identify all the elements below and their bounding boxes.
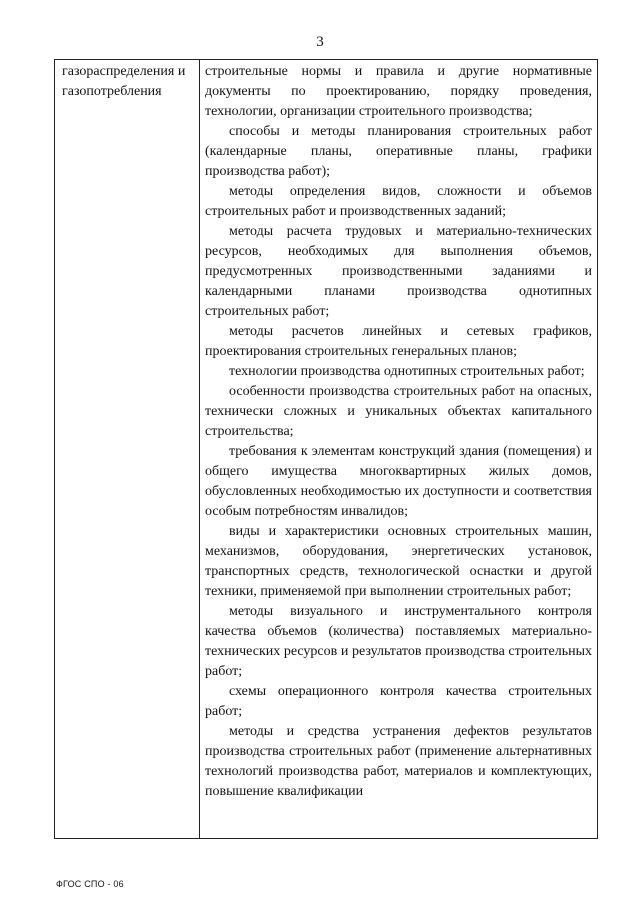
- page-number: 3: [316, 34, 324, 50]
- content-table: [54, 59, 598, 839]
- paragraph: методы и средства устранения дефектов результатов производства строительных работ (применение альтернативных технологий производства работ, материалов и комплектующих, повышение квалификации: [205, 724, 592, 799]
- paragraph: виды и характеристики основных строительных машин, механизмов, оборудования, энергетических установок, транспортных средств, технологической оснастки и другой техники, применяемой при выполнении строительных работ;: [205, 524, 592, 599]
- paragraph: строительные нормы и правила и другие нормативные документы по проектированию, порядку проведения, технологии, организации строительного производства;: [205, 64, 592, 119]
- paragraph: способы и методы планирования строительных работ (календарные планы, оперативные планы, графики производства работ);: [205, 124, 592, 179]
- paragraph: требования к элементам конструкций здания (помещения) и общего имущества многоквартирных жилых домов, обусловленных необходимостью их доступности и соответствия особым потребностям инвалидов;: [205, 444, 592, 519]
- left-column-cell: газораспределения и газопотребления: [62, 64, 186, 99]
- document-footer: ФГОС СПО - 06: [56, 879, 124, 889]
- column-divider: [199, 60, 200, 838]
- paragraph: методы визуального и инструментального контроля качества объемов (количества) поставляемых материально-технических ресурсов и результатов производства строительных работ;: [205, 604, 592, 679]
- paragraph: методы определения видов, сложности и объемов строительных работ и производственных заданий;: [205, 184, 592, 219]
- paragraph: методы расчетов линейных и сетевых графиков, проектирования строительных генеральных планов;: [205, 324, 592, 359]
- paragraph: схемы операционного контроля качества строительных работ;: [205, 684, 592, 719]
- right-column-cell: [205, 62, 592, 802]
- paragraph: технологии производства однотипных строительных работ;: [229, 364, 585, 379]
- paragraph: методы расчета трудовых и материально-технических ресурсов, необходимых для выполнения объемов, предусмотренных производственными заданиями и календарными планами производства однотипных строительных работ;: [205, 224, 592, 319]
- paragraph: особенности производства строительных работ на опасных, технически сложных и уникальных объектах капитального строительства;: [205, 384, 592, 439]
